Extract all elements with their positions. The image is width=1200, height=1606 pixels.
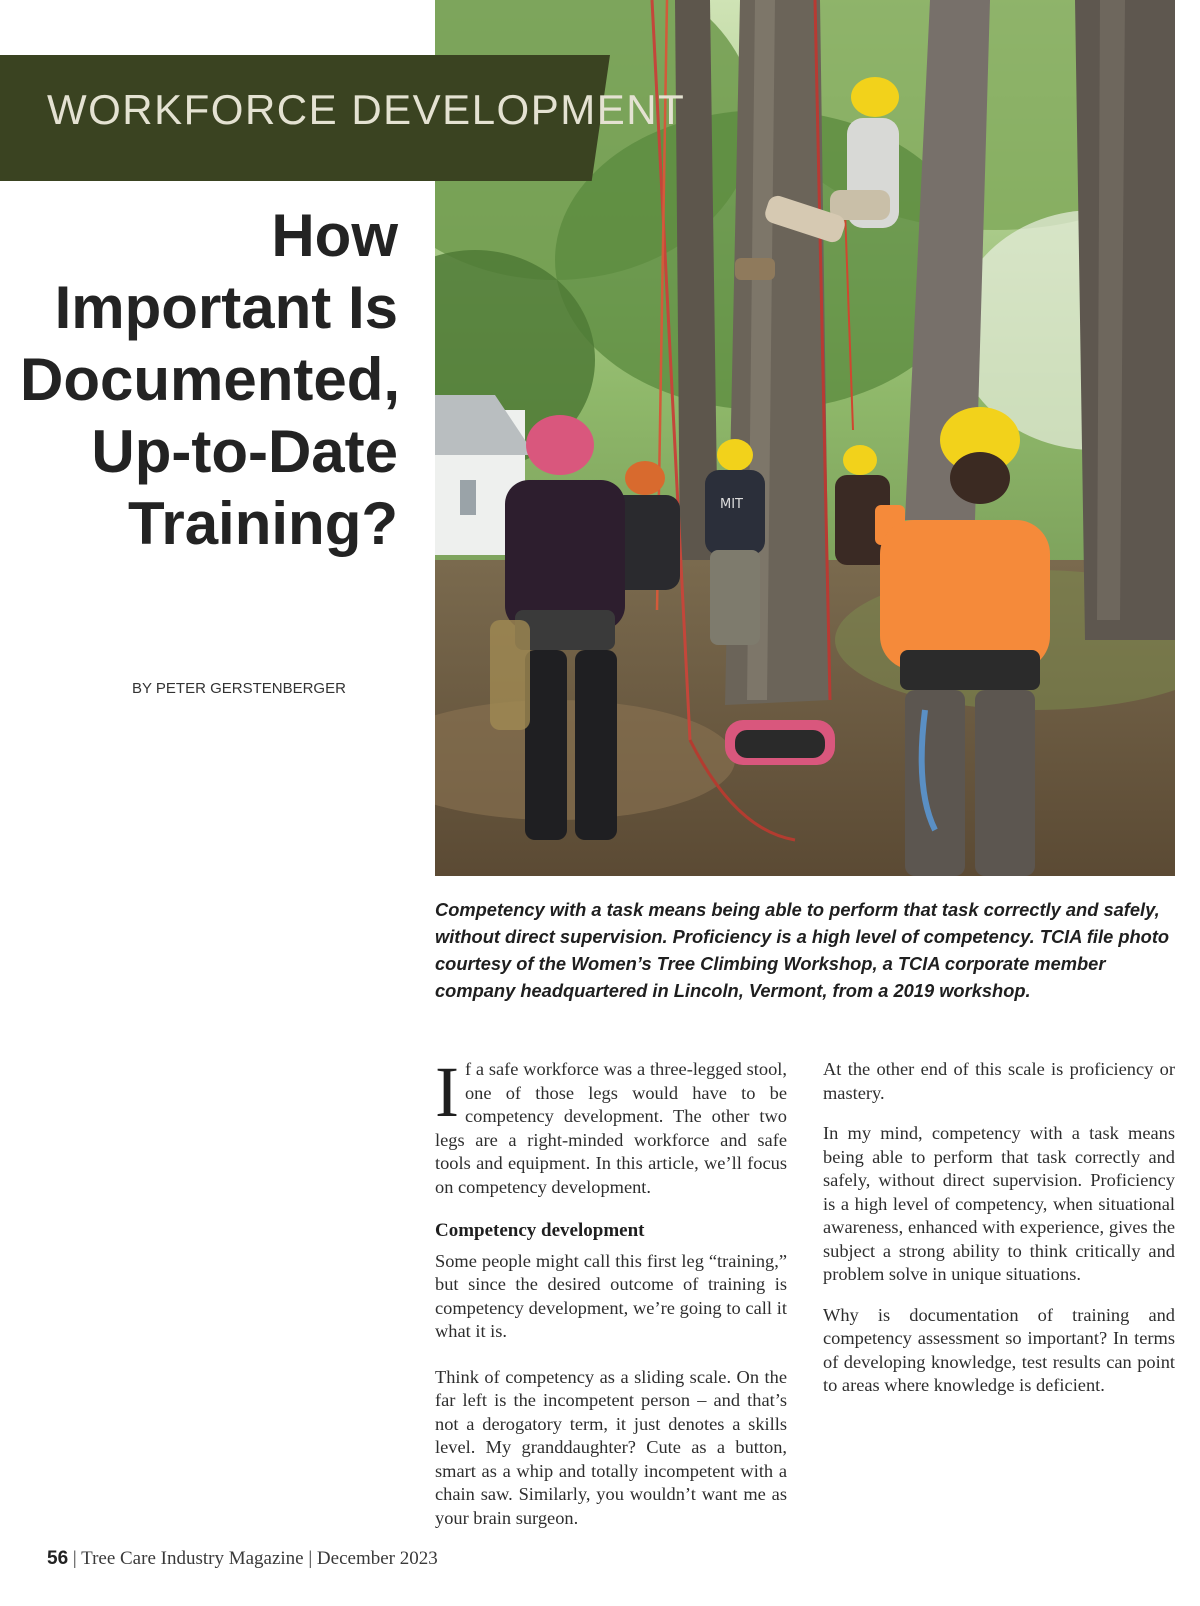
section-subhead: Competency development	[435, 1220, 645, 1241]
article-column-left	[435, 1052, 787, 1547]
publication-name: Tree Care Industry Magazine	[81, 1548, 304, 1569]
issue-date: December 2023	[316, 1548, 438, 1569]
article-title: How Important Is Documented, Up-to-Date Training?	[20, 202, 401, 557]
article-paragraph: Why is documentation of training and competency assessment so important? In terms of developing knowledge, test results can point to areas where knowledge is deficient.	[823, 1304, 1175, 1395]
page-footer	[47, 1548, 438, 1570]
photo-caption: Competency with a task means being able to perform that task correctly and safely, without direct supervision. Proficiency is a high level of competency. TCIA file photo courtesy of the Women’s Tree Climbing Workshop, a TCIA corporate member company headquartered in Lincoln, Vermont, from a 2019 workshop.	[435, 899, 1170, 1001]
drop-cap: I	[435, 1052, 459, 1132]
footer-separator: |	[72, 1548, 77, 1569]
section-label: WORKFORCE DEVELOPMENT	[47, 86, 686, 133]
article-paragraph: Think of competency as a sliding scale. On the far left is the incompetent person – and that’s not a derogatory term, it just denotes a skills level. My granddaughter? Cute as a button, smart as a whip and totally incompetent with a chain saw. Similarly, you wouldn’t want me as your brain surgeon.	[435, 1366, 787, 1528]
footer-separator: |	[308, 1548, 313, 1569]
article-column-right	[823, 1058, 1175, 1415]
article-paragraph: In my mind, competency with a task means being able to perform that task correctly and safely, without direct supervision. Proficiency is a high level of competency, when situational awareness, enhanced with experience, gives the subject a strong ability to think critically and problem solve in unique situations.	[823, 1123, 1175, 1284]
article-paragraph: At the other end of this scale is proficiency or mastery.	[823, 1059, 1175, 1103]
shirt-text: MIT	[720, 497, 743, 512]
paragraph-text: f a safe workforce was a three-legged stool, one of those legs would have to be competency development. The other two legs are a right-minded workforce and safe tools and equipment. In this article, we’ll focus on competency development.	[435, 1059, 787, 1197]
article-paragraph: Some people might call this first leg “training,” but since the desired outcome of training is competency development, we’re going to call it what it is.	[435, 1250, 787, 1341]
byline: BY PETER GERSTENBERGER	[132, 680, 346, 697]
page-number: 56	[47, 1548, 69, 1569]
article-paragraph	[435, 1052, 787, 1199]
